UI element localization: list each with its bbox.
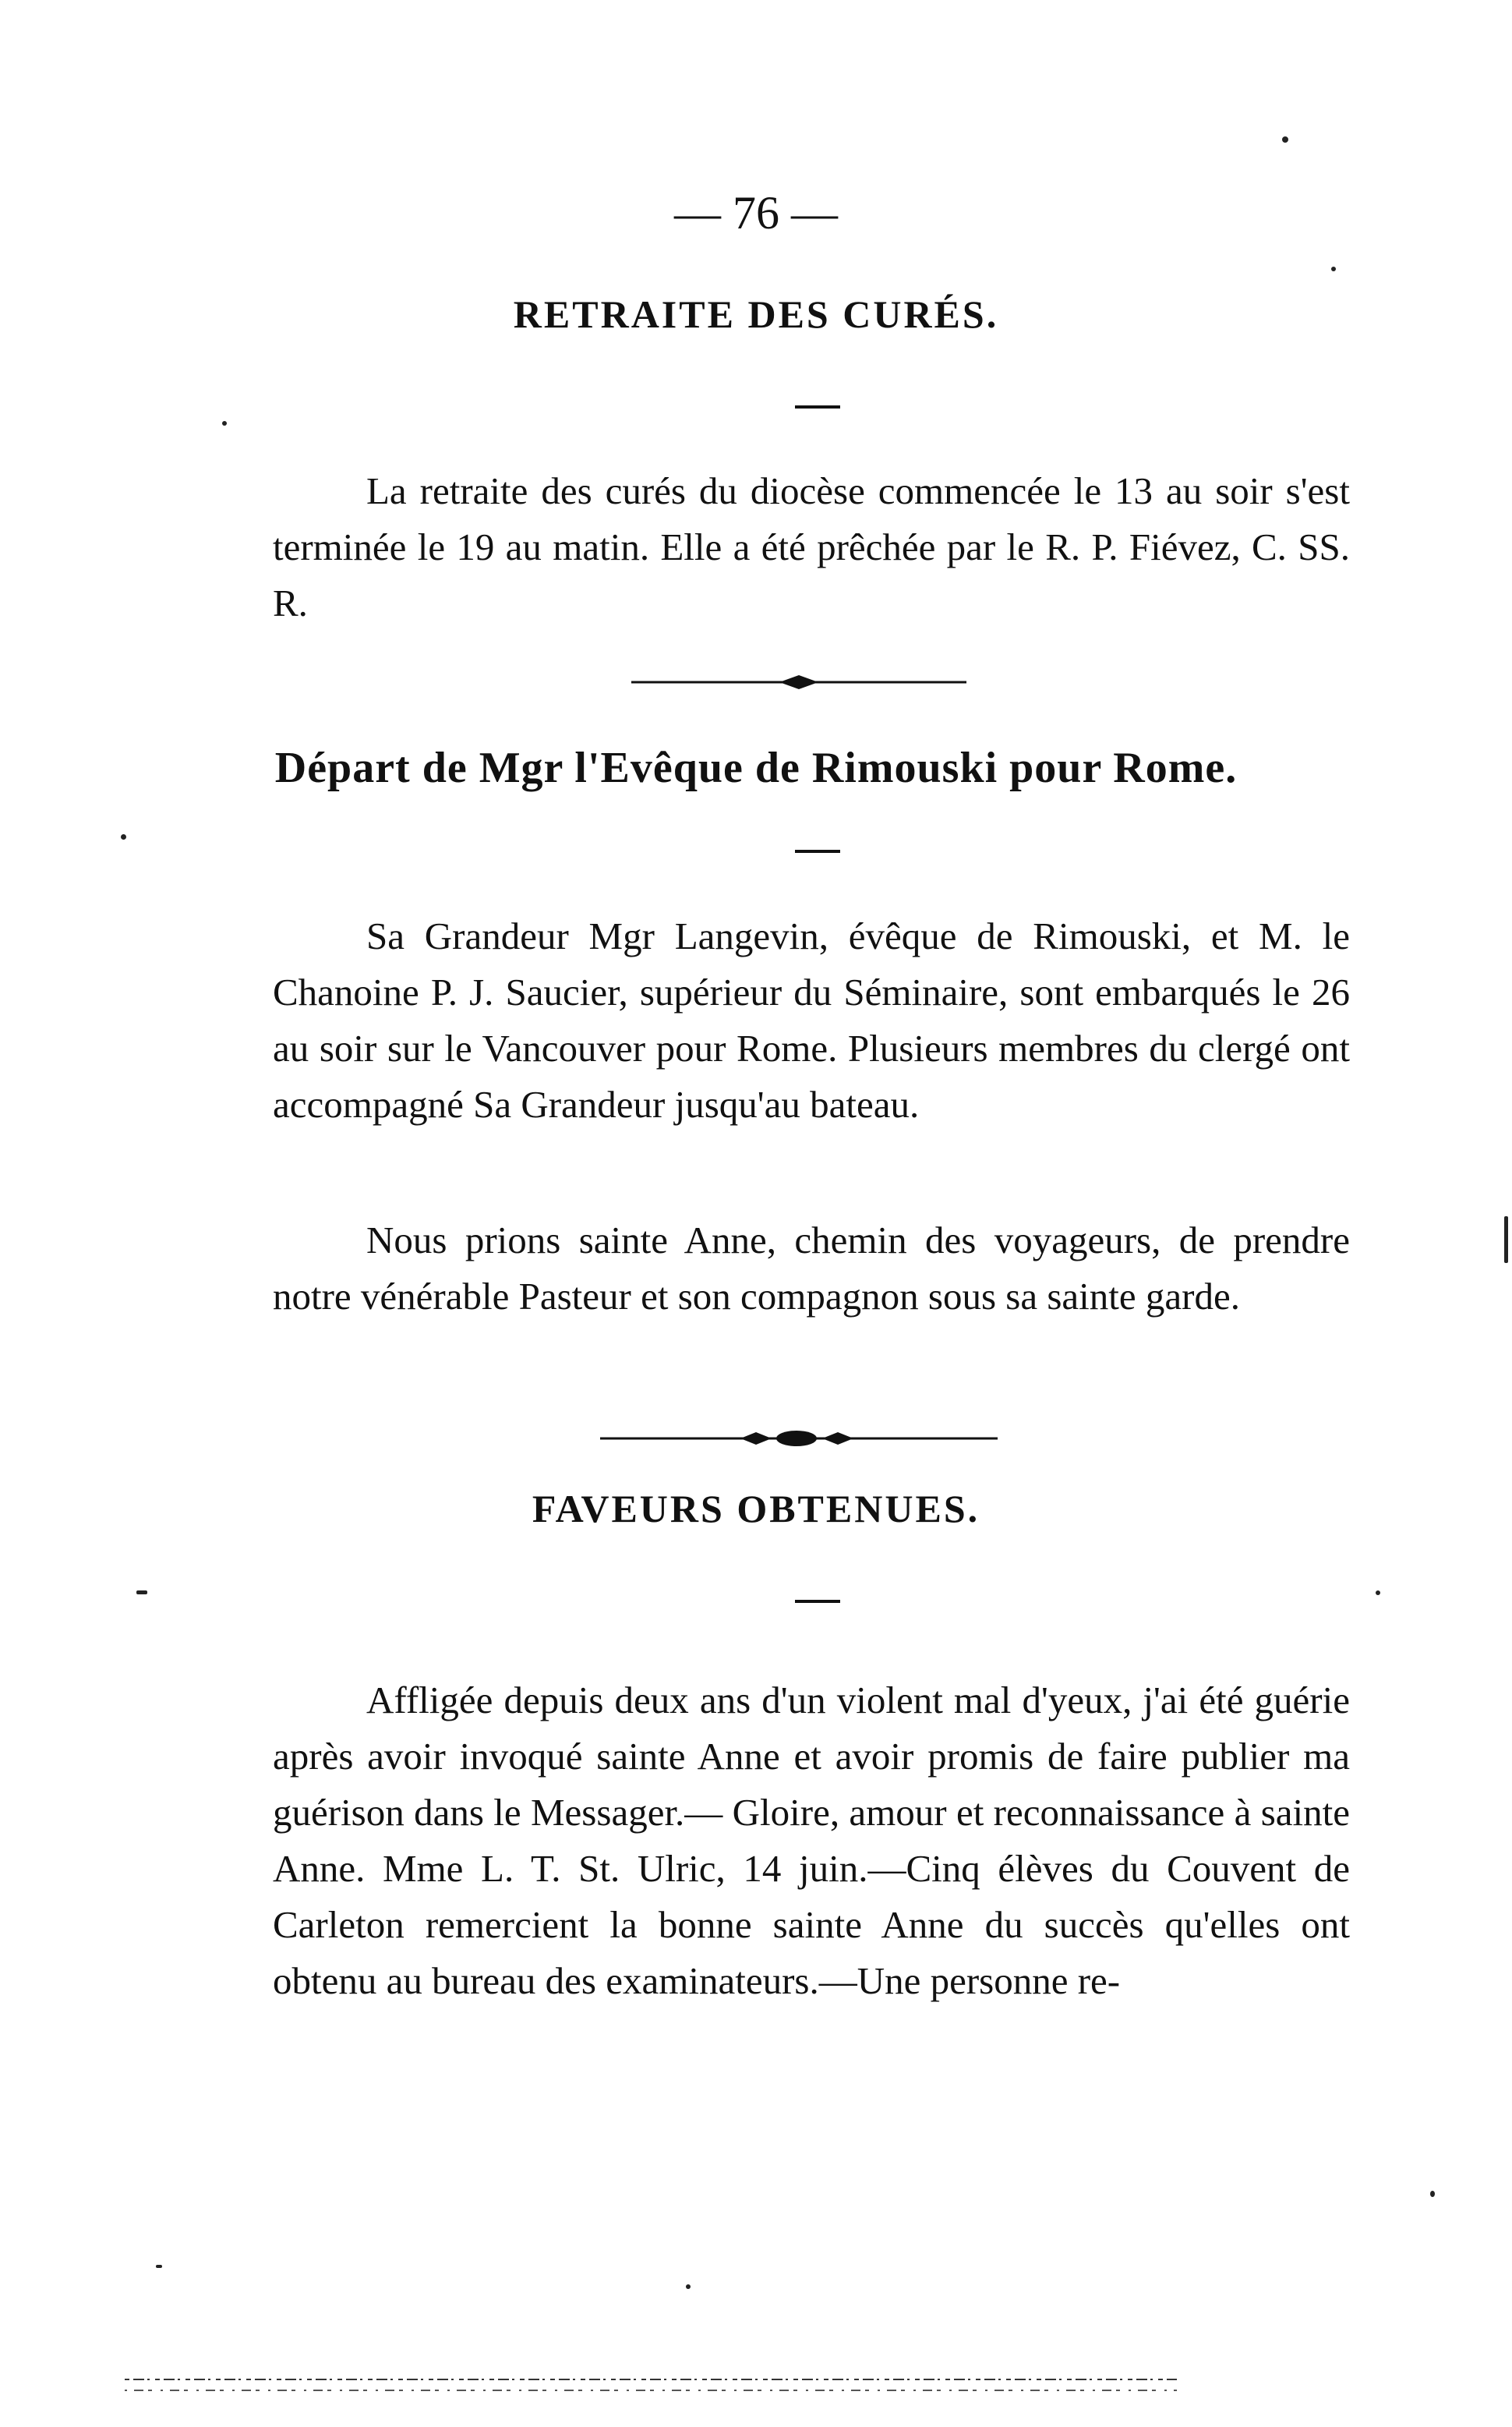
section-title-depart: Départ de Mgr l'Evêque de Rimouski pour Rome. (274, 744, 1238, 792)
scan-speck (222, 421, 227, 426)
paragraph-retraite: La retraite des curés du diocèse commencée le 13 au soir s'est terminée le 19 au matin. Elle a été prêchée par le R. P. Fiévez, C. SS. R. (273, 469, 1350, 624)
scan-speck (1504, 1216, 1508, 1263)
scan-speck (1376, 1590, 1380, 1595)
paragraph-depart: Sa Grandeur Mgr Langevin, évêque de Rimouski, et M. le Chanoine P. J. Saucier, supérieur du Séminaire, sont embarqués le 26 au soir sur le Vancouver pour Rome. Plusieurs membres du clergé ont accompagné Sa Grandeur jusqu'au bateau. (273, 915, 1350, 1126)
section-title-retraite: RETRAITE DES CURÉS. (513, 292, 999, 336)
scan-speck (1331, 267, 1336, 271)
ornamental-divider (624, 670, 982, 694)
short-rule (795, 405, 840, 409)
scan-noise-band (117, 2370, 1192, 2401)
scan-speck (121, 834, 126, 840)
scan-speck (686, 2284, 691, 2289)
page-number: — 76 — (674, 187, 838, 239)
short-rule (795, 1600, 840, 1603)
scan-speck (1282, 136, 1288, 143)
scan-speck (136, 1590, 147, 1594)
scan-speck (1430, 2191, 1435, 2197)
scan-speck (156, 2265, 162, 2268)
section-title-faveurs: FAVEURS OBTENUES. (532, 1487, 980, 1530)
paragraph-faveurs: Affligée depuis deux ans d'un violent mal d'yeux, j'ai été guérie après avoir invoqué sainte Anne et avoir promis de faire publier ma guérison dans le Messager.— Gloire, amour et reconnaissance à sainte Anne. Mme L. T. St. Ulric, 14 juin.—Cinq élèves du Couvent de Carleton remercient la bonne sainte Anne du succès qu'elles ont obtenu au bureau des examinateurs.—Une personne re- (273, 1679, 1350, 2002)
ornamental-divider (592, 1423, 1013, 1454)
paragraph-priere: Nous prions sainte Anne, chemin des voyageurs, de prendre notre vénérable Pasteur et son compagnon sous sa sainte garde. (273, 1219, 1350, 1318)
short-rule (795, 850, 840, 853)
